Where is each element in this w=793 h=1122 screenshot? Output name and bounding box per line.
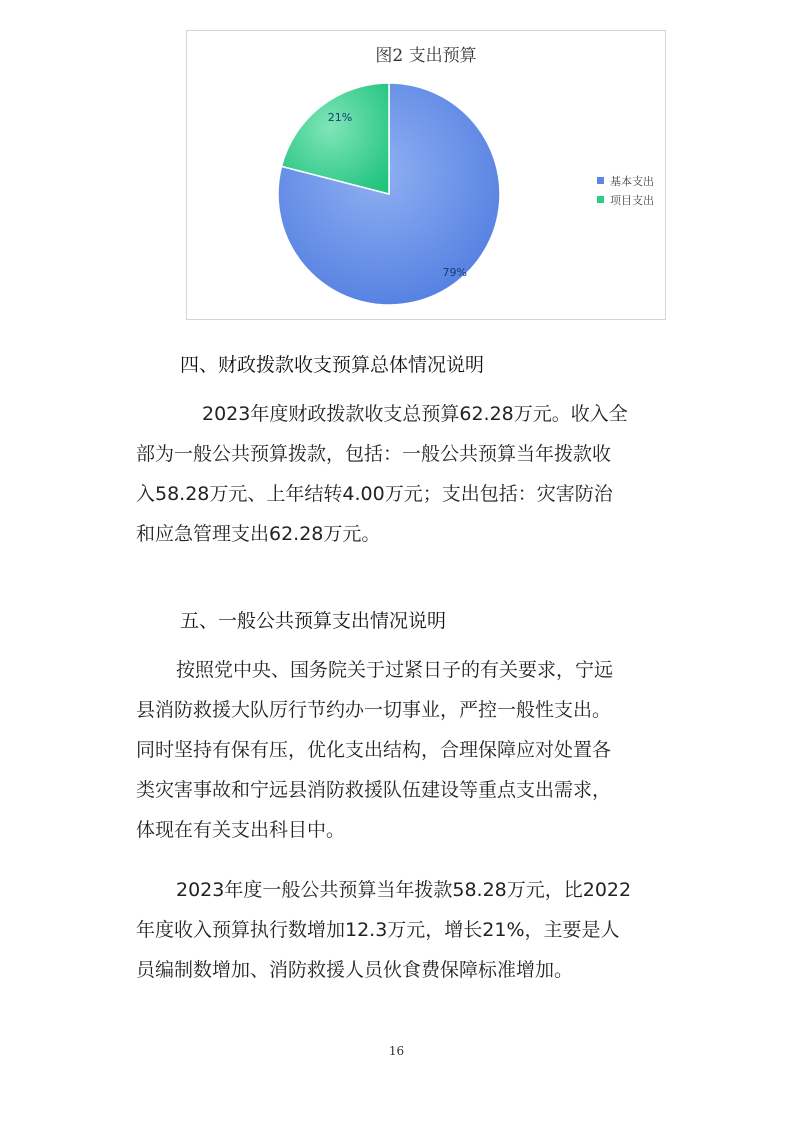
legend-swatch-project bbox=[597, 196, 604, 203]
pie-chart bbox=[187, 31, 665, 319]
chart-title: 图2 支出预算 bbox=[375, 46, 477, 66]
pie-label-project: 21% bbox=[327, 110, 353, 124]
section5-paragraph-1 bbox=[136, 650, 676, 850]
section4-line: 部为一般公共预算拨款，包括：一般公共预算当年拨款收 bbox=[136, 443, 612, 465]
section4-line: 和应急管理支出62.28万元。 bbox=[136, 523, 381, 545]
section5-p1-line: 县消防救援大队厉行节约办一切事业，严控一般性支出。 bbox=[136, 699, 612, 721]
legend-item-project bbox=[597, 190, 654, 209]
legend-swatch-basic bbox=[597, 177, 604, 184]
section5-p1-line: 类灾害事故和宁远县消防救援队伍建设等重点支出需求， bbox=[136, 779, 612, 801]
section4-line: 入58.28万元、上年结转4.00万元；支出包括：灾害防治 bbox=[136, 483, 613, 505]
section4-paragraph bbox=[136, 394, 676, 554]
page-number: 16 bbox=[388, 1044, 405, 1058]
chart-legend bbox=[597, 171, 654, 209]
legend-label-basic: 基本支出 bbox=[610, 174, 654, 188]
section5-p1-line: 体现在有关支出科目中。 bbox=[136, 819, 346, 841]
section5-p2-line: 2023年度一般公共预算当年拨款58.28万元，比2022 bbox=[176, 879, 632, 901]
pie-label-basic: 79% bbox=[442, 265, 468, 279]
section5-p2-line: 员编制数增加、消防救援人员伙食费保障标准增加。 bbox=[136, 959, 574, 981]
section5-heading: 五、一般公共预算支出情况说明 bbox=[180, 610, 447, 632]
section5-paragraph-2 bbox=[136, 870, 676, 990]
section5-p1-line: 按照党中央、国务院关于过紧日子的有关要求，宁远 bbox=[176, 659, 614, 681]
section4-line: 2023年度财政拨款收支总预算62.28万元。收入全 bbox=[202, 403, 628, 425]
pie-chart-container bbox=[186, 30, 666, 320]
section4-heading: 四、财政拨款收支预算总体情况说明 bbox=[180, 354, 485, 376]
legend-label-project: 项目支出 bbox=[610, 193, 654, 207]
legend-item-basic bbox=[597, 171, 654, 190]
section5-p1-line: 同时坚持有保有压，优化支出结构，合理保障应对处置各 bbox=[136, 739, 612, 761]
section5-p2-line: 年度收入预算执行数增加12.3万元，增长21%，主要是人 bbox=[136, 919, 620, 941]
